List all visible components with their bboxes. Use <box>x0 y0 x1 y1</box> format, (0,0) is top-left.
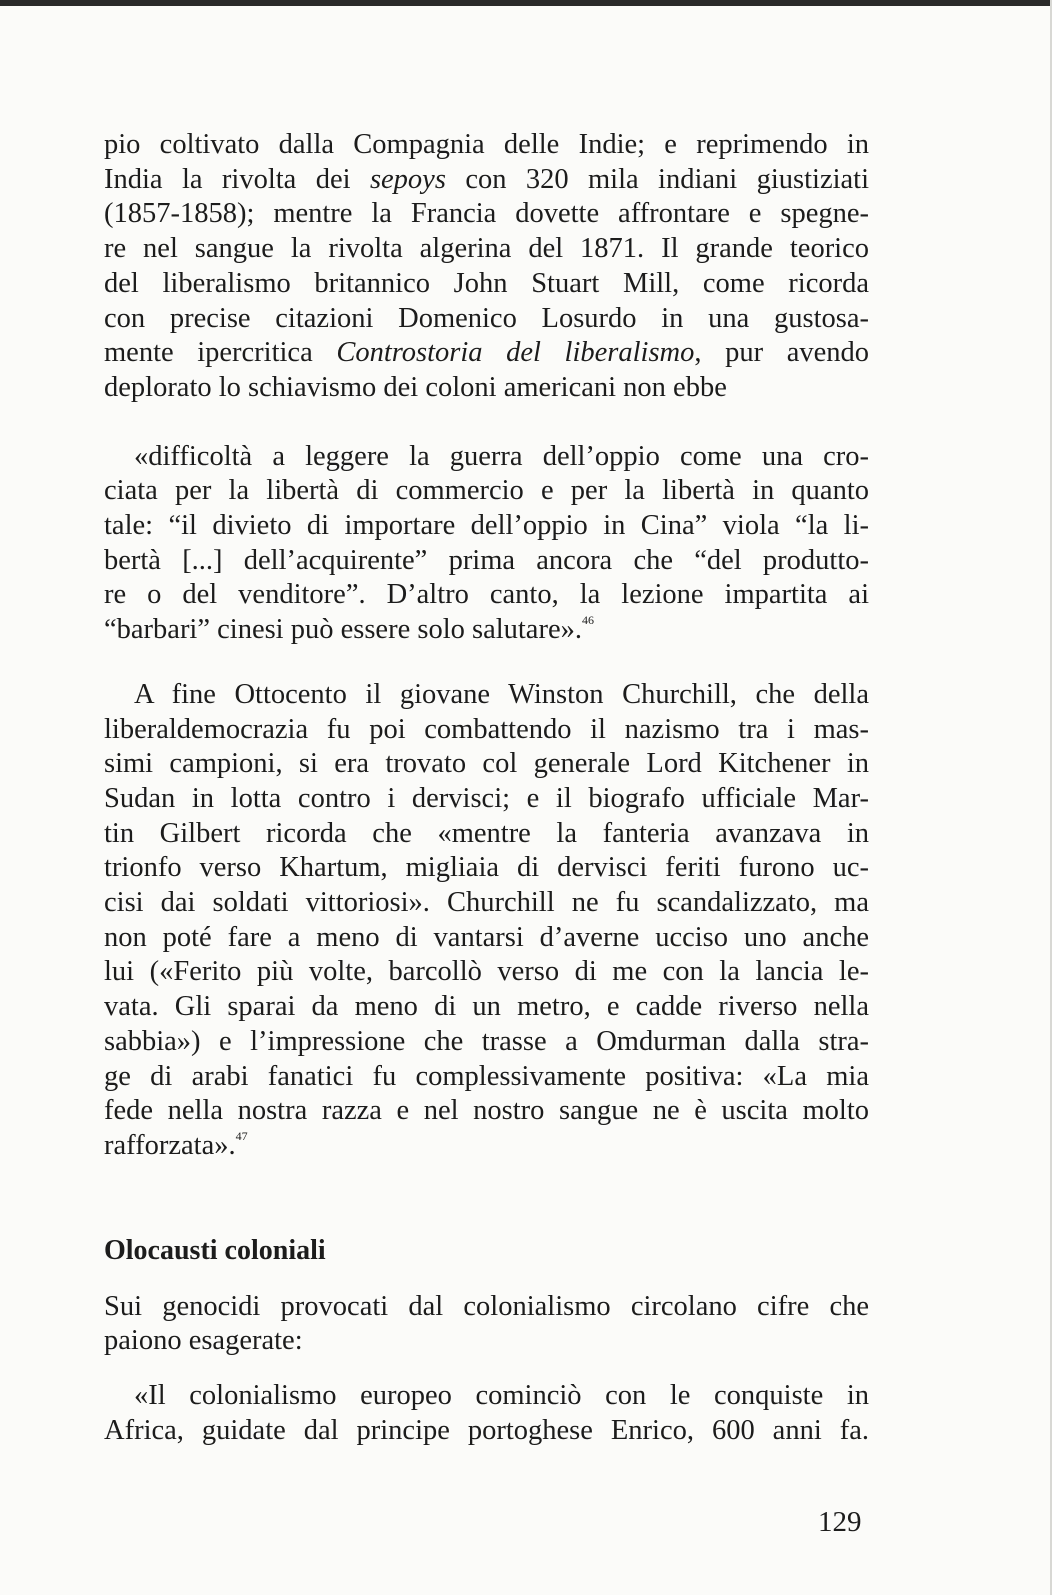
text-line: simi campioni, si era trovato col generale Lord Kitchener in <box>104 748 869 780</box>
text-line: ciata per la libertà di commercio e per la libertà in quanto <box>104 475 869 507</box>
section-heading: Olocausti coloniali <box>104 1234 326 1266</box>
text-line: A fine Ottocento il giovane Winston Churchill, che della <box>134 678 869 710</box>
text-line: India la rivolta dei sepoys con 320 mila indiani giustiziati <box>104 163 870 195</box>
text-line: cisi dai soldati vittoriosi». Churchill ne fu scandalizzato, ma <box>104 887 869 919</box>
text-line: paiono esagerate: <box>104 1325 303 1357</box>
page-number: 129 <box>818 1506 862 1538</box>
paragraph-3 <box>104 1290 869 1359</box>
text-line: deplorato lo schiavismo dei coloni americani non ebbe <box>104 371 727 403</box>
text-line: Sudan in lotta contro i dervisci; e il biografo ufficiale Mar- <box>104 782 869 814</box>
paragraph-1 <box>104 128 869 406</box>
text-line: trionfo verso Khartum, migliaia di dervisci feriti furono uc- <box>104 852 869 884</box>
italic-title: Controstoria del liberalismo <box>336 337 695 369</box>
text-line: con precise citazioni Domenico Losurdo in una gustosa- <box>104 302 869 334</box>
text-line: mente ipercritica Controstoria del liberalismo, pur avendo <box>104 337 870 369</box>
text-line: Sui genocidi provocati dal colonialismo circolano cifre che <box>104 1290 869 1322</box>
italic-title: sepoys <box>369 163 446 195</box>
text-line: Africa, guidate dal principe portoghese Enrico, 600 anni fa. <box>104 1414 869 1446</box>
text-line: bertà [...] dell’acquirente” prima ancora che “del produtto- <box>104 544 869 576</box>
footnote-marker: 46 <box>581 613 594 628</box>
text-line: ge di arabi fanatici fu complessivamente positiva: «La mia <box>104 1060 869 1092</box>
text-line: vata. Gli sparai da meno di un metro, e cadde riverso nella <box>104 991 869 1023</box>
text-line <box>104 613 869 648</box>
text-line: del liberalismo britannico John Stuart Mill, come ricorda <box>104 267 869 299</box>
text-line: tin Gilbert ricorda che «mentre la fanteria avanzava in <box>104 817 869 849</box>
paragraph-2 <box>104 678 869 1164</box>
text-line: (1857-1858); mentre la Francia dovette affrontare e spegne- <box>104 198 869 230</box>
paragraph-text: rafforzata». <box>104 1129 236 1161</box>
text-line: re nel sangue la rivolta algerina del 1871. Il grande teorico <box>104 233 869 265</box>
text-line: re o del venditore”. D’altro canto, la lezione impartita ai <box>104 579 869 611</box>
text-line: «Il colonialismo europeo cominciò con le conquiste in <box>134 1380 869 1412</box>
text-line: lui («Ferito più volte, barcollò verso di me con la lancia le- <box>104 956 869 988</box>
quote-block-1 <box>104 440 869 648</box>
text-line <box>104 1129 869 1164</box>
text-line: pio coltivato dalla Compagnia delle Indie; e reprimendo in <box>104 129 869 160</box>
text-line: «difficoltà a leggere la guerra dell’oppio come una cro- <box>134 440 869 472</box>
footnote-marker: 47 <box>235 1128 248 1143</box>
text-line: non poté fare a meno di vantarsi d’averne ucciso uno anche <box>104 921 869 953</box>
text-line: tale: “il divieto di importare dell’oppio in Cina” viola “la li- <box>104 510 869 542</box>
text-line: fede nella nostra razza e nel nostro sangue ne è uscita molto <box>104 1095 869 1127</box>
text-line: liberaldemocrazia fu poi combattendo il nazismo tra i mas- <box>104 713 869 745</box>
page-top-edge <box>0 0 1052 6</box>
quote-block-2 <box>104 1379 869 1448</box>
text-line: sabbia») e l’impressione che trasse a Omdurman dalla stra- <box>104 1025 869 1057</box>
page-body <box>104 128 869 1449</box>
quote-text: “barbari” cinesi può essere solo salutare». <box>104 614 582 646</box>
